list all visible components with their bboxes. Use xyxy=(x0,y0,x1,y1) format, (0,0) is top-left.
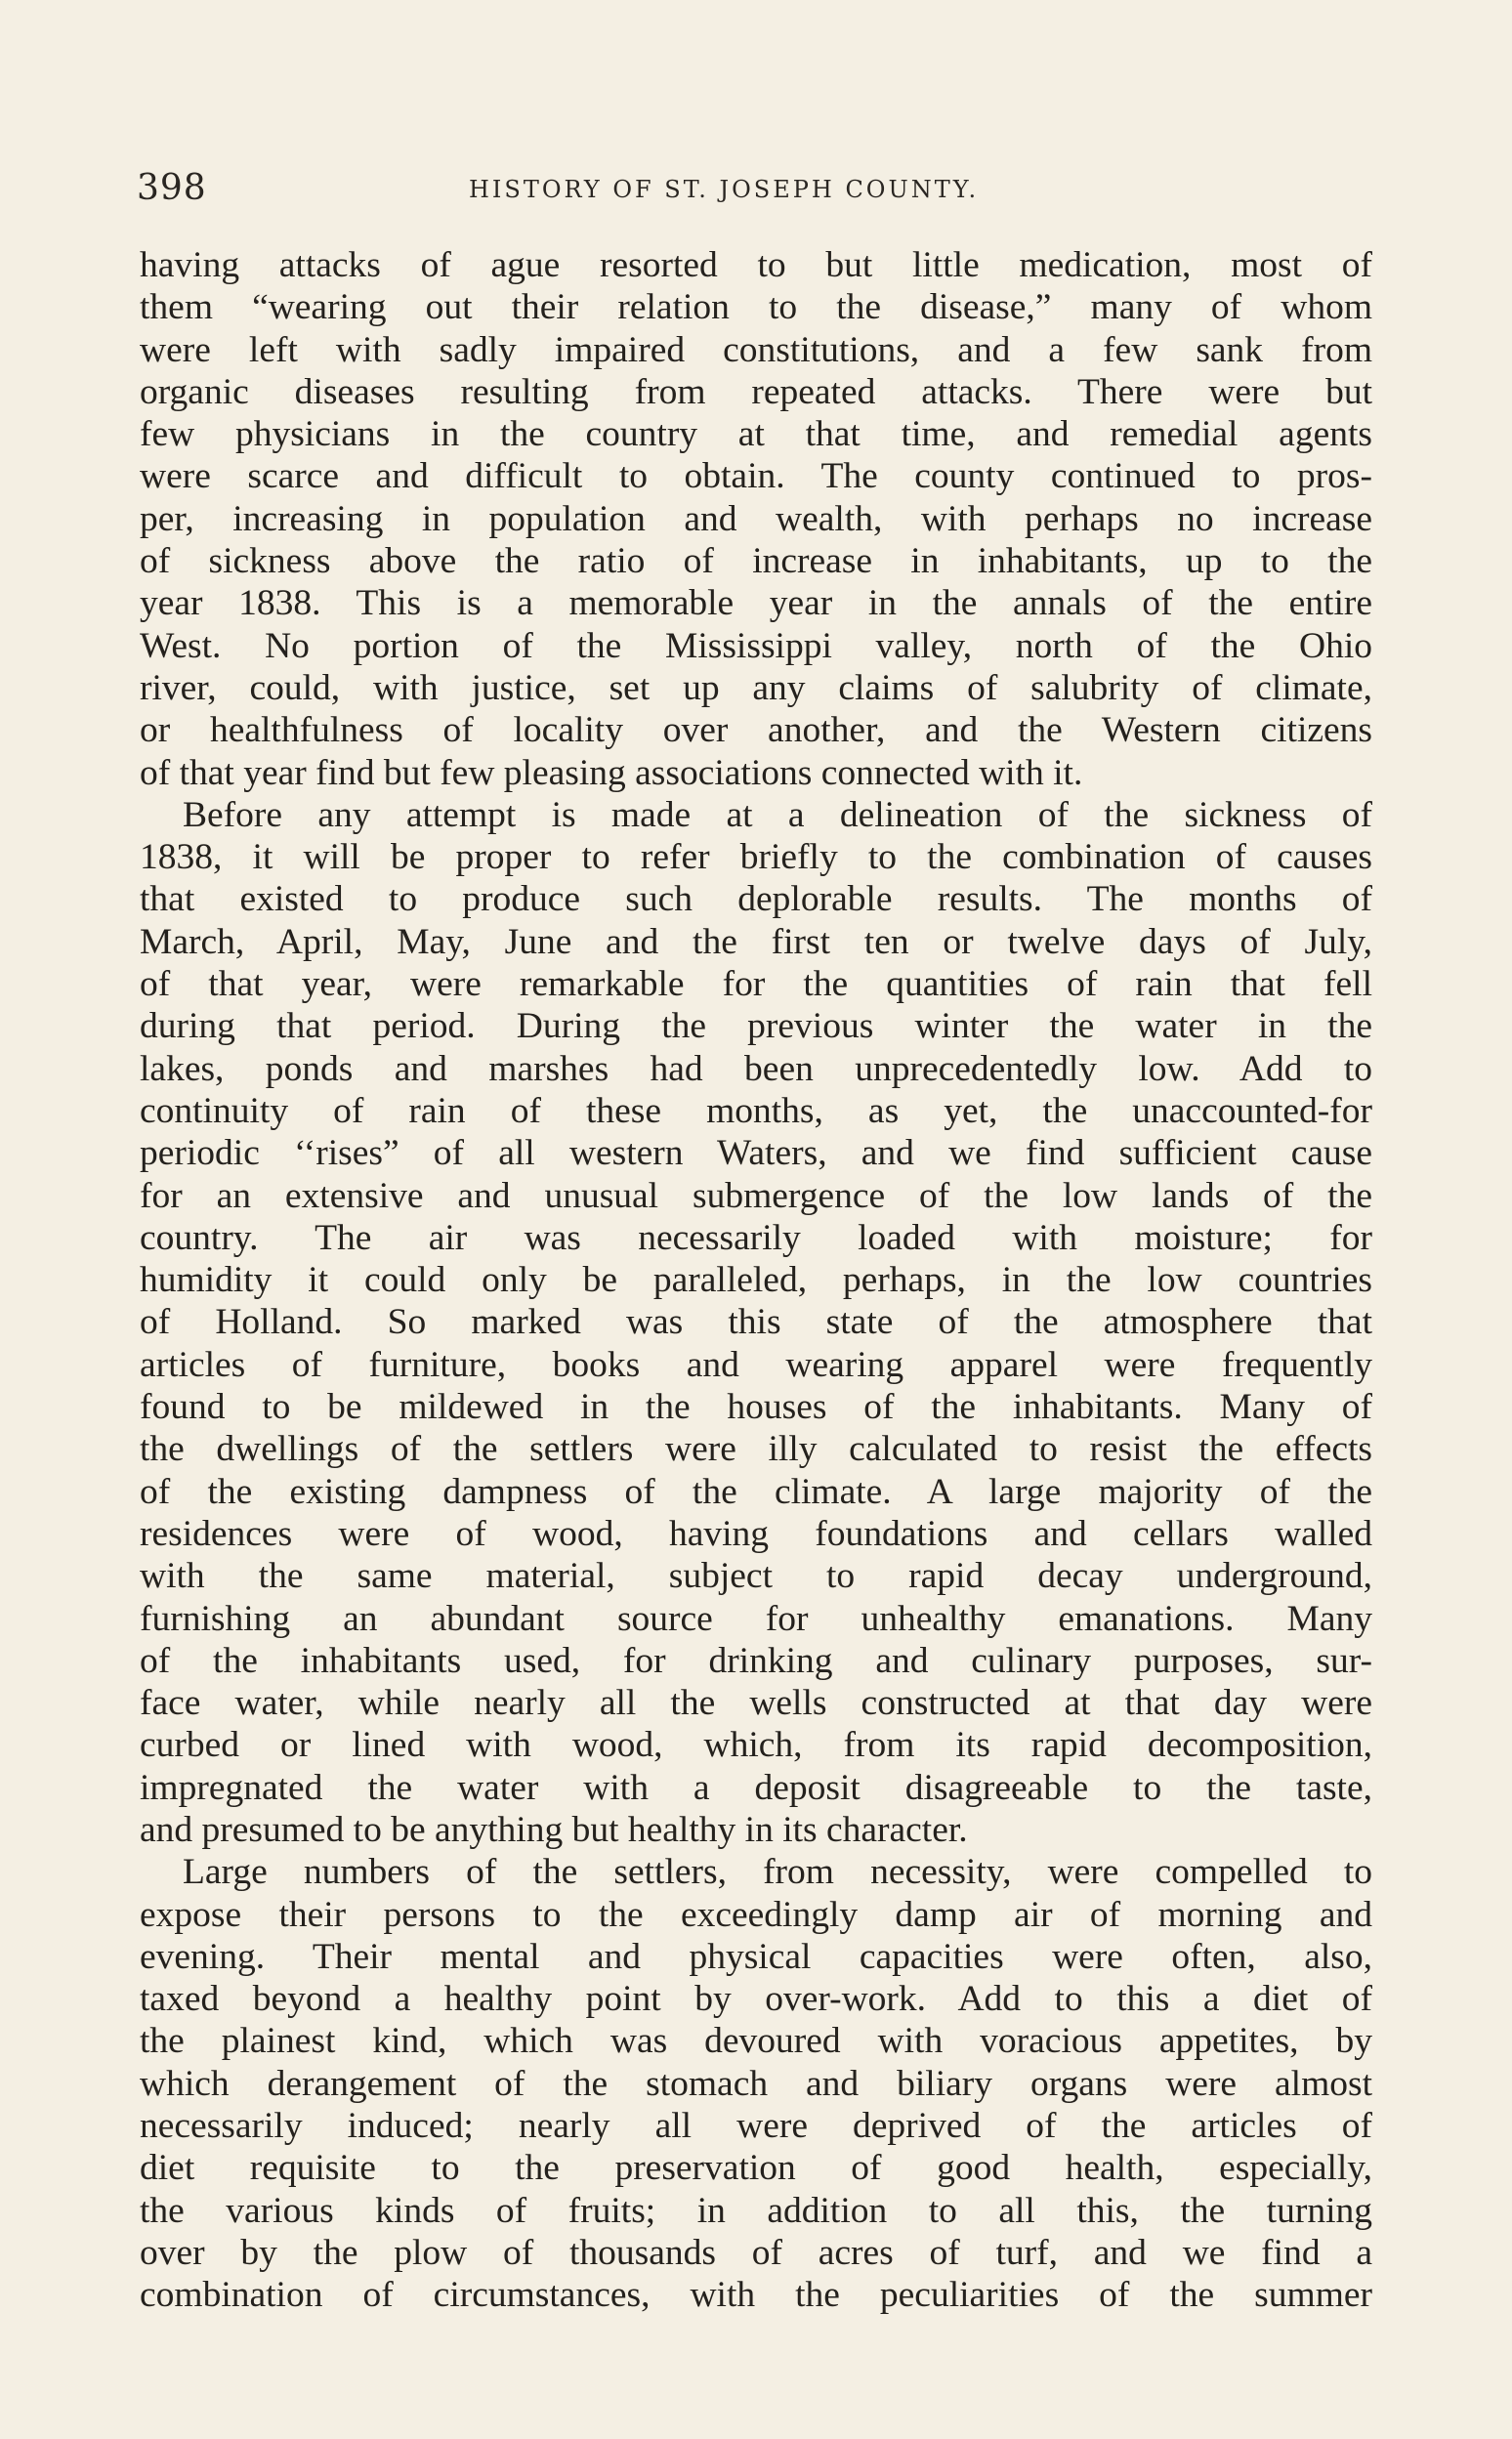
text-line: residences were of wood, having foundations and cellars walled xyxy=(140,1513,1372,1554)
text-line: of the existing dampness of the climate. A large majority of the xyxy=(140,1471,1372,1512)
text-line: of Holland. So marked was this state of the atmosphere that xyxy=(140,1302,1372,1343)
text-line: the various kinds of fruits; in addition to all this, the turning xyxy=(140,2190,1372,2231)
text-line: of the inhabitants used, for drinking and culinary purposes, sur- xyxy=(140,1640,1372,1681)
body-text xyxy=(140,244,1372,2317)
text-line: that existed to produce such deplorable results. The months of xyxy=(140,879,1372,920)
page-number: 398 xyxy=(137,168,207,208)
text-line: over by the plow of thousands of acres of turf, and we find a xyxy=(140,2232,1372,2273)
text-line: with the same material, subject to rapid decay underground, xyxy=(140,1556,1372,1597)
text-line: or healthfulness of locality over another, and the Western citizens xyxy=(140,710,1372,751)
text-line: diet requisite to the preservation of good health, especially, xyxy=(140,2148,1372,2189)
text-line: and presumed to be anything but healthy in its character. xyxy=(140,1809,968,1850)
text-line: having attacks of ague resorted to but little medication, most of xyxy=(140,245,1372,285)
text-line: during that period. During the previous winter the water in the xyxy=(140,1006,1372,1047)
text-line: found to be mildewed in the houses of the inhabitants. Many of xyxy=(140,1387,1372,1428)
text-line: periodic ‘‘rises” of all western Waters, and we find sufficient cause xyxy=(140,1133,1372,1174)
text-line: of sickness above the ratio of increase in inhabitants, up to the xyxy=(140,541,1372,582)
text-line: per, increasing in population and wealth, with perhaps no increase xyxy=(140,498,1372,539)
text-line: the plainest kind, which was devoured with voracious appetites, by xyxy=(140,2021,1372,2062)
text-line: March, April, May, June and the first ten or twelve days of July, xyxy=(140,921,1372,962)
text-line: river, could, with justice, set up any claims of salubrity of climate, xyxy=(140,667,1372,708)
text-line: were left with sadly impaired constitutions, and a few sank from xyxy=(140,329,1372,370)
text-line: expose their persons to the exceedingly damp air of morning and xyxy=(140,1894,1372,1935)
text-line: evening. Their mental and physical capacities were often, also, xyxy=(140,1936,1372,1977)
text-line: furnishing an abundant source for unhealthy emanations. Many xyxy=(140,1598,1372,1639)
text-line: curbed or lined with wood, which, from its rapid decomposition, xyxy=(140,1725,1372,1766)
text-line: the dwellings of the settlers were illy calculated to resist the effects xyxy=(140,1429,1372,1470)
text-line: Large numbers of the settlers, from necessity, were compelled to xyxy=(183,1852,1372,1893)
text-line: organic diseases resulting from repeated attacks. There were but xyxy=(140,371,1372,412)
running-title: HISTORY OF ST. JOSEPH COUNTY. xyxy=(469,176,980,203)
text-line: year 1838. This is a memorable year in the annals of the entire xyxy=(140,583,1372,624)
text-line: of that year find but few pleasing associations connected with it. xyxy=(140,752,1083,793)
text-line: West. No portion of the Mississippi valley, north of the Ohio xyxy=(140,625,1372,666)
text-line: taxed beyond a healthy point by over-work. Add to this a diet of xyxy=(140,1979,1372,2020)
text-line: for an extensive and unusual submergence of the low lands of the xyxy=(140,1175,1372,1216)
text-line: humidity it could only be paralleled, perhaps, in the low countries xyxy=(140,1260,1372,1301)
text-line: continuity of rain of these months, as yet, the unaccounted-for xyxy=(140,1090,1372,1131)
text-line: country. The air was necessarily loaded with moisture; for xyxy=(140,1217,1372,1258)
text-line: combination of circumstances, with the peculiarities of the summer xyxy=(140,2275,1372,2316)
text-line: articles of furniture, books and wearing apparel were frequently xyxy=(140,1344,1372,1385)
text-line: of that year, were remarkable for the quantities of rain that fell xyxy=(140,964,1372,1005)
text-line: lakes, ponds and marshes had been unprecedentedly low. Add to xyxy=(140,1048,1372,1089)
text-line: 1838, it will be proper to refer briefly to the combination of causes xyxy=(140,837,1372,878)
text-line: few physicians in the country at that time, and remedial agents xyxy=(140,414,1372,455)
text-line: necessarily induced; nearly all were deprived of the articles of xyxy=(140,2106,1372,2147)
text-line: face water, while nearly all the wells constructed at that day were xyxy=(140,1683,1372,1724)
text-line: them “wearing out their relation to the disease,” many of whom xyxy=(140,287,1372,328)
running-head xyxy=(137,168,1377,217)
text-line: Before any attempt is made at a delineation of the sickness of xyxy=(183,794,1372,835)
text-line: which derangement of the stomach and biliary organs were almost xyxy=(140,2063,1372,2104)
text-line: impregnated the water with a deposit disagreeable to the taste, xyxy=(140,1767,1372,1808)
text-line: were scarce and difficult to obtain. The county continued to pros- xyxy=(140,456,1372,497)
